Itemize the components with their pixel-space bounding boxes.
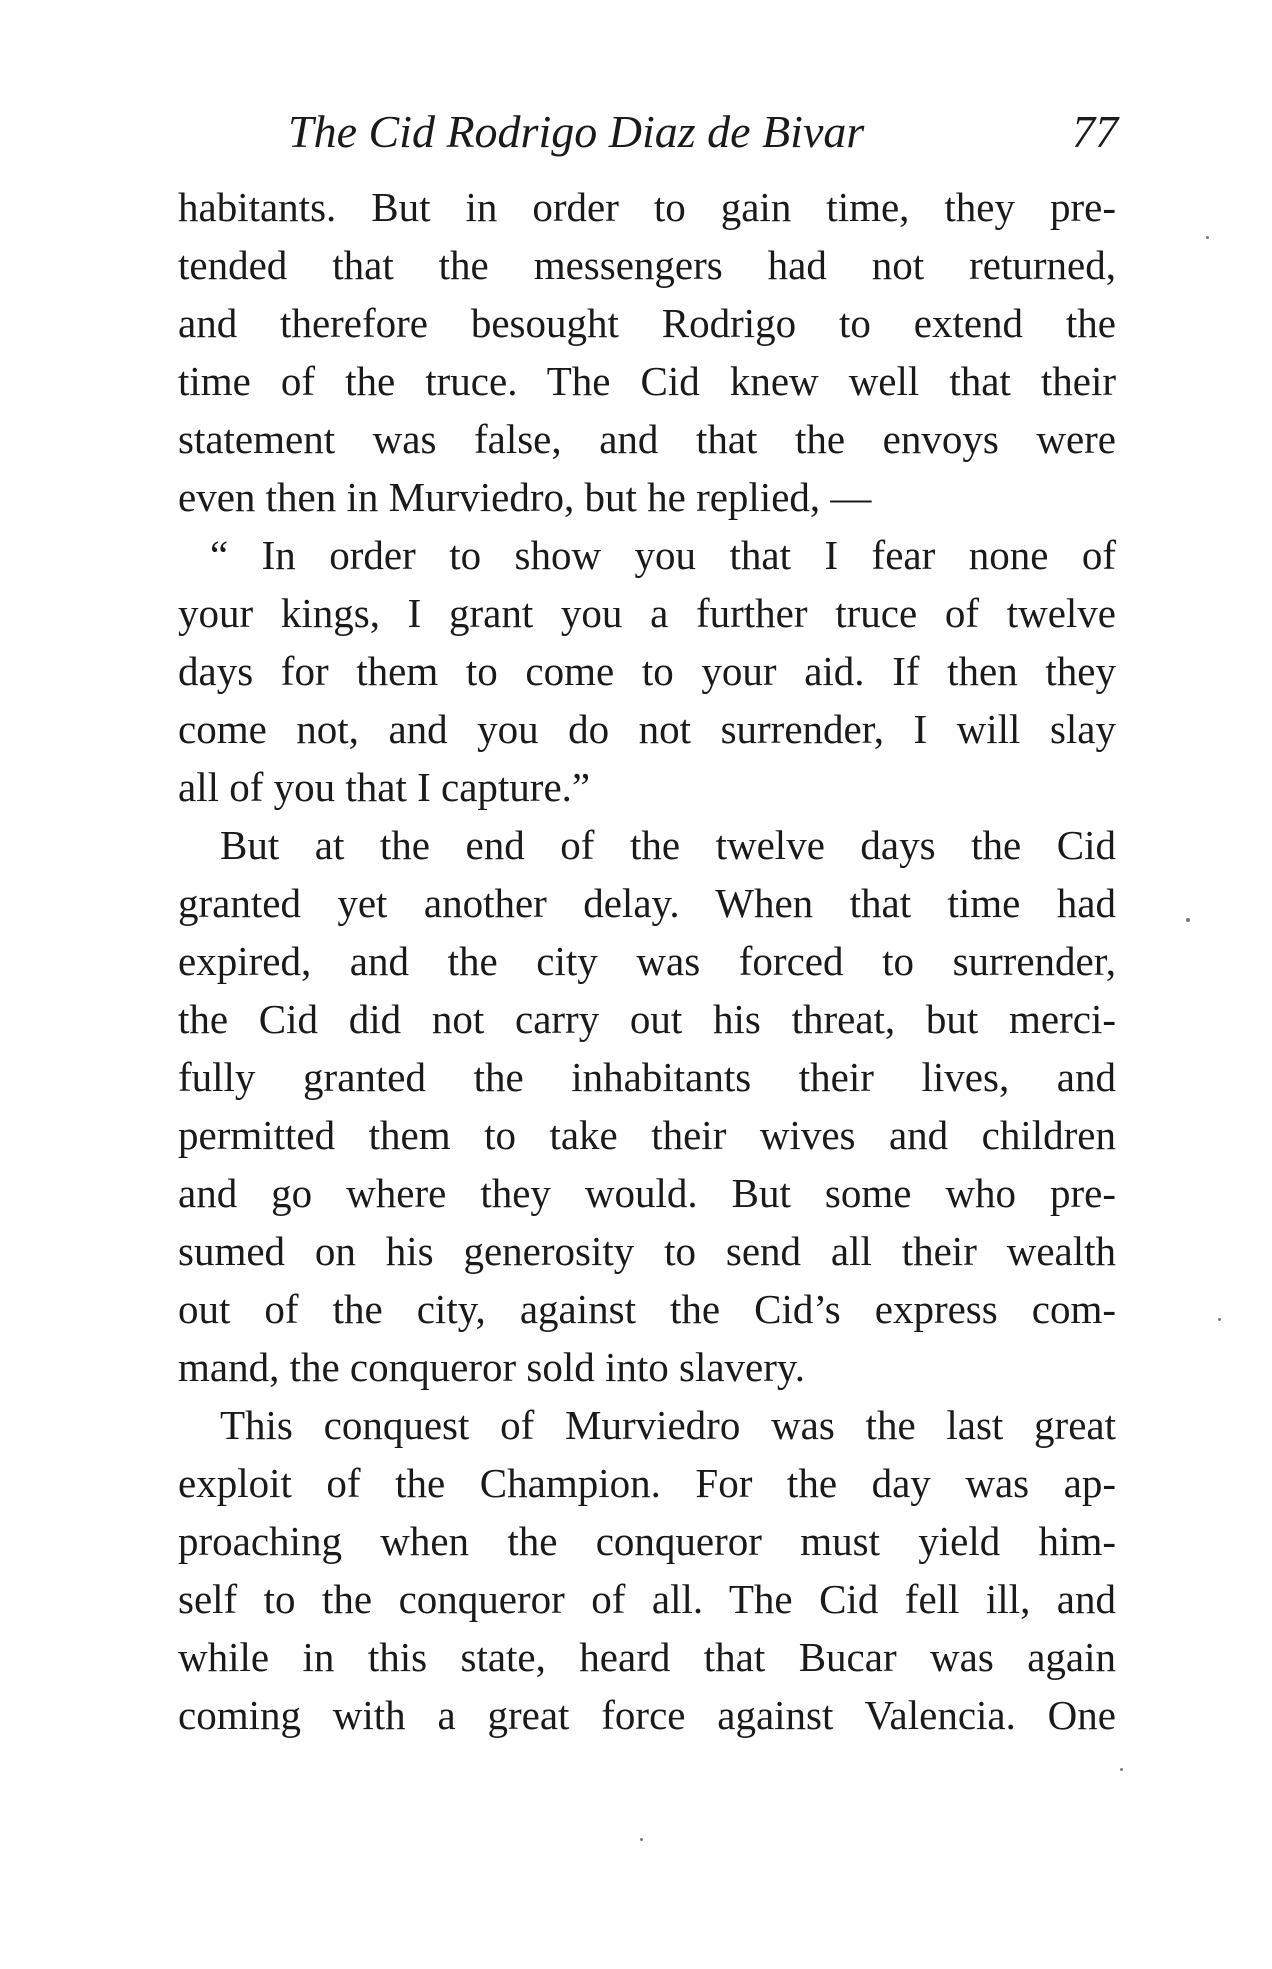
text-line: mand, the conqueror sold into slavery.: [178, 1344, 805, 1390]
text-line: statement was false, and that the envoys were: [178, 416, 1116, 462]
text-line: sumed on his generosity to send all their wealth: [178, 1228, 1116, 1274]
text-line: all of you that I capture.”: [178, 764, 591, 810]
text-line: This conquest of Murviedro was the last great: [220, 1402, 1116, 1448]
running-head: [288, 102, 1118, 162]
text-line: out of the city, against the Cid’s express com-: [178, 1286, 1116, 1332]
text-line: and therefore besought Rodrigo to extend the: [178, 300, 1116, 346]
running-title: The Cid Rodrigo Diaz de Bivar: [288, 106, 865, 157]
paper-speck: [1186, 918, 1190, 922]
page-number: 77: [1072, 106, 1118, 157]
text-line: granted yet another delay. When that time had: [178, 880, 1116, 926]
text-line: self to the conqueror of all. The Cid fell ill, and: [178, 1576, 1116, 1622]
paper-speck: [640, 1838, 643, 1841]
text-line: and go where they would. But some who pre-: [178, 1170, 1116, 1216]
text-line: permitted them to take their wives and children: [178, 1112, 1116, 1158]
paper-speck: [1120, 1768, 1123, 1771]
text-line: fully granted the inhabitants their lives, and: [178, 1054, 1116, 1100]
text-line: proaching when the conqueror must yield him-: [178, 1518, 1116, 1564]
text-line: time of the truce. The Cid knew well that their: [178, 358, 1116, 404]
text-line: expired, and the city was forced to surrender,: [178, 938, 1116, 984]
text-line: But at the end of the twelve days the Cid: [220, 822, 1116, 868]
text-line: exploit of the Champion. For the day was ap-: [178, 1460, 1116, 1506]
text-line: coming with a great force against Valencia. One: [178, 1692, 1116, 1738]
text-line: come not, and you do not surrender, I will slay: [178, 706, 1116, 752]
paper-speck: [1218, 1318, 1221, 1321]
text-line: tended that the messengers had not returned,: [178, 242, 1116, 288]
text-line: days for them to come to your aid. If then they: [178, 648, 1116, 694]
text-line: while in this state, heard that Bucar was again: [178, 1634, 1116, 1680]
text-line: even then in Murviedro, but he replied, —: [178, 474, 872, 520]
text-line: habitants. But in order to gain time, they pre-: [178, 184, 1116, 230]
text-line: the Cid did not carry out his threat, but merci-: [178, 996, 1116, 1042]
paper-speck: [1206, 236, 1209, 239]
text-line: “ In order to show you that I fear none of: [210, 532, 1116, 578]
text-line: your kings, I grant you a further truce of twelve: [178, 590, 1116, 636]
